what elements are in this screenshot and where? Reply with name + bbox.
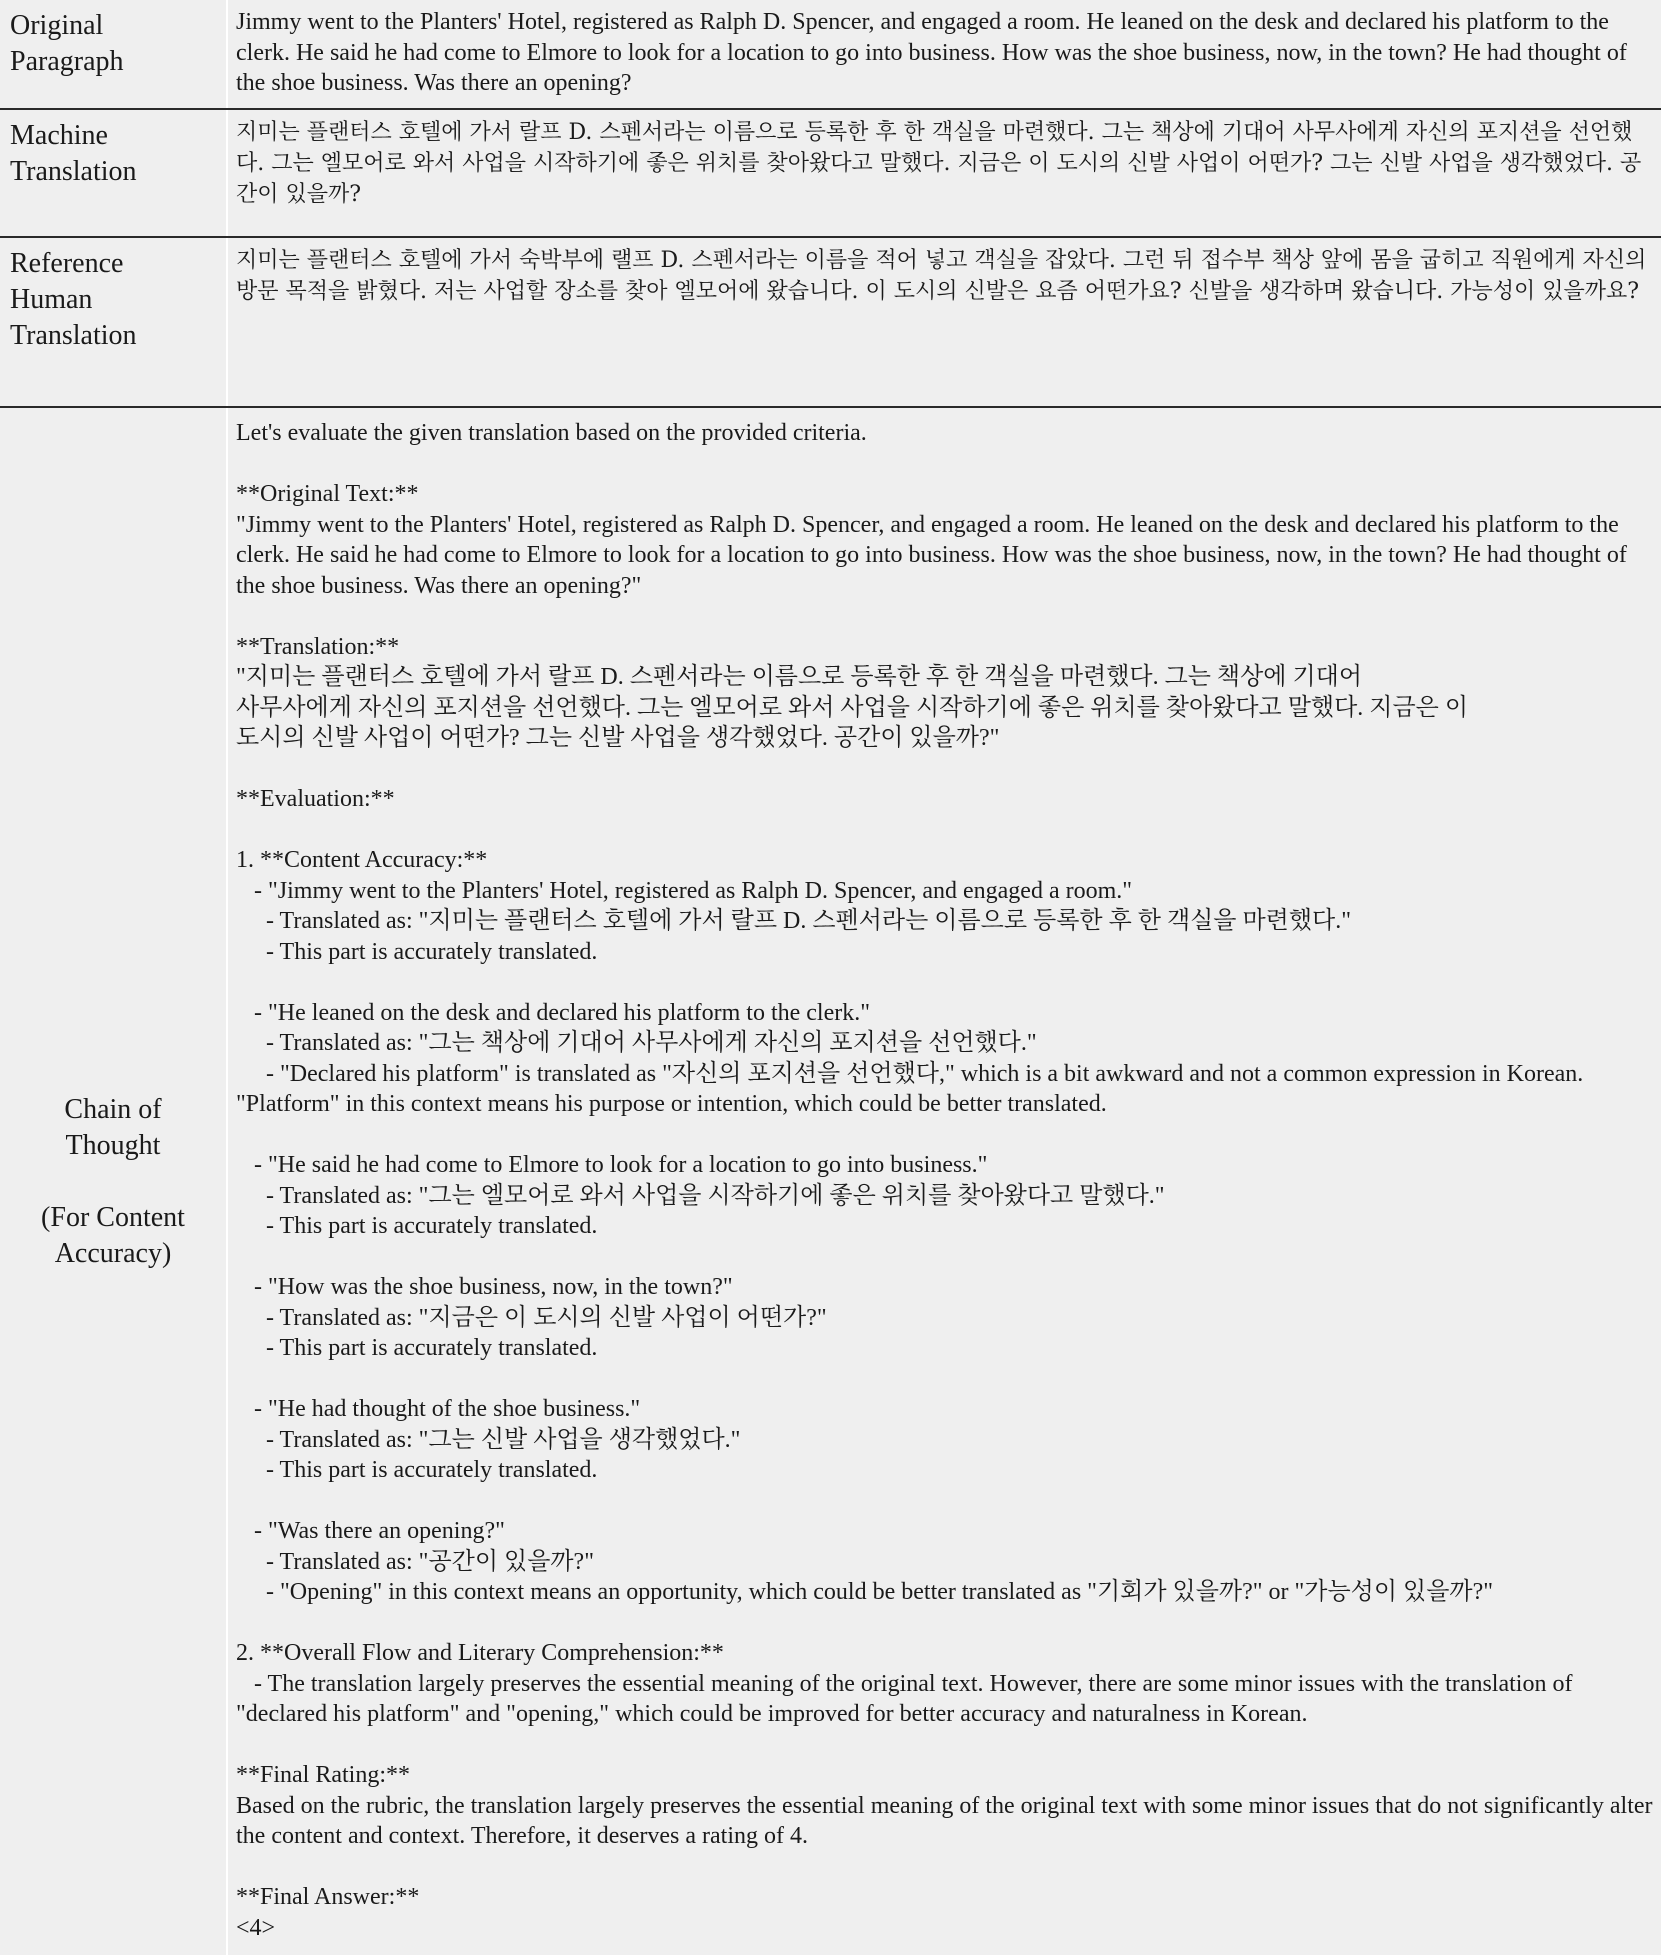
label-machine-translation <box>0 110 226 236</box>
cot-line: - Translated as: "지미는 플랜터스 호텔에 가서 랄프 D. 스펜서라는 이름으로 등록한 후 한 객실을 마련했다." <box>236 908 1352 934</box>
label-line: Thought <box>65 1129 161 1161</box>
cot-line: Let's evaluate the given translation based on the provided criteria. <box>236 420 867 446</box>
cot-line: Based on the rubric, the translation largely preserves the essential meaning of the original text with some minor issues that do not significantly alter the content and context. Therefore, it deserves a rating of 4. <box>236 1792 1659 1849</box>
cot-line <box>236 601 1655 632</box>
cot-line <box>236 815 1655 846</box>
cot-line: <4> <box>236 1914 276 1941</box>
cot-line: **Original Text:** <box>236 481 419 507</box>
cot-line: - "He said he had come to Elmore to look for a location to go into business." <box>236 1152 988 1178</box>
cot-line: - "He had thought of the shoe business." <box>236 1396 641 1422</box>
cot-line: - This part is accurately translated. <box>236 1335 598 1361</box>
cot-line: **Translation:** <box>236 633 400 660</box>
cot-line: 도시의 신발 사업이 어떤가? 그는 신발 사업을 생각했었다. 공간이 있을까?" <box>236 725 1000 751</box>
cot-line <box>236 1730 1655 1761</box>
label-line: Original <box>10 10 104 41</box>
cot-line: **Final Rating:** <box>236 1762 410 1788</box>
cot-line <box>236 1486 1655 1517</box>
label-original-paragraph <box>0 0 226 108</box>
cot-line: "지미는 플랜터스 호텔에 가서 랄프 D. 스펜서라는 이름으로 등록한 후 한 객실을 마련했다. 그는 책상에 기대어 <box>236 664 1363 690</box>
cot-line: 1. **Content Accuracy:** <box>236 847 488 873</box>
chain-of-thought-text <box>228 408 1661 1955</box>
row-original-paragraph <box>0 0 1661 110</box>
cot-line: - Translated as: "지금은 이 도시의 신발 사업이 어떤가?" <box>236 1304 827 1331</box>
cot-line: - "Opening" in this context means an opportunity, which could be better translated as "기회가 있을까?" or "가능성이 있을까?" <box>236 1579 1494 1605</box>
label-line: Human <box>10 284 93 315</box>
row-reference-translation <box>0 238 1661 408</box>
label-line: Reference <box>10 248 124 279</box>
label-line: Paragraph <box>10 46 124 77</box>
label-line: Translation <box>10 156 137 187</box>
label-line: (For Content <box>41 1201 185 1233</box>
original-paragraph-text: Jimmy went to the Planters' Hotel, registered as Ralph D. Spencer, and engaged a room. He leaned on the desk and declared his platform to the clerk. He said he had come to Elmore to look for a location to go into business. How was the shoe business, now, in the town? He had thought of the shoe business. Was there an opening? <box>228 0 1661 108</box>
label-chain-of-thought <box>0 408 226 1955</box>
cot-line: 2. **Overall Flow and Literary Comprehension:** <box>236 1640 724 1666</box>
cot-line: - "Declared his platform" is translated as "자신의 포지션을 선언했다," which is a bit awkward and not a common expression in Korean. "Platform" in this context means his purpose or intention, which could be better translated. <box>236 1060 1590 1117</box>
cot-line: - This part is accurately translated. <box>236 938 598 965</box>
reference-translation-text: 지미는 플랜터스 호텔에 가서 숙박부에 랠프 D. 스펜서라는 이름을 적어 넣고 객실을 잡았다. 그런 뒤 접수부 책상 앞에 몸을 굽히고 직원에게 자신의 방문 목적을 밝혔다. 저는 사업할 장소를 찾아 엘모어에 왔습니다. 이 도시의 신발은 요즘 어떤가요? 신발을 생각하며 왔습니다. 가능성이 있을까요? <box>228 238 1661 406</box>
cot-line <box>236 1608 1655 1639</box>
label-line: Machine <box>10 120 108 151</box>
cot-line: 사무사에게 자신의 포지션을 선언했다. 그는 엘모어로 와서 사업을 시작하기에 좋은 위치를 찾아왔다고 말했다. 지금은 이 <box>236 694 1469 721</box>
row-chain-of-thought <box>0 408 1661 1955</box>
cot-line: - "How was the shoe business, now, in the town?" <box>236 1274 733 1300</box>
cot-line: - "He leaned on the desk and declared his platform to the clerk." <box>236 999 871 1026</box>
label-line: Chain of <box>64 1093 162 1125</box>
cot-line: - Translated as: "그는 책상에 기대어 사무사에게 자신의 포지션을 선언했다." <box>236 1030 1037 1056</box>
label-line: Translation <box>10 320 137 351</box>
row-machine-translation <box>0 110 1661 238</box>
cot-line: - The translation largely preserves the essential meaning of the original text. However, there are some minor issues with the translation of "declared his platform" and "opening," which could be improved for better accuracy and naturalness in Korean. <box>236 1670 1579 1727</box>
cot-line <box>236 1120 1655 1151</box>
cot-line: - Translated as: "공간이 있을까?" <box>236 1548 595 1575</box>
cot-line: - "Was there an opening?" <box>236 1518 505 1544</box>
cot-line <box>236 967 1655 998</box>
cot-line <box>236 1852 1655 1883</box>
cot-line: **Final Answer:** <box>236 1884 420 1910</box>
cot-line: - Translated as: "그는 엘모어로 와서 사업을 시작하기에 좋은 위치를 찾아왔다고 말했다." <box>236 1182 1165 1209</box>
cot-line <box>236 1364 1655 1395</box>
machine-translation-text: 지미는 플랜터스 호텔에 가서 랄프 D. 스펜서라는 이름으로 등록한 후 한 객실을 마련했다. 그는 책상에 기대어 사무사에게 자신의 포지션을 선언했다. 그는 엘모어로 와서 사업을 시작하기에 좋은 위치를 찾아왔다고 말했다. 지금은 이 도시의 신발 사업이 어떤가? 그는 신발 사업을 생각했었다. 공간이 있을까? <box>228 110 1661 236</box>
cot-line <box>236 754 1655 785</box>
cot-line: - "Jimmy went to the Planters' Hotel, registered as Ralph D. Spencer, and engaged a room." <box>236 877 1133 904</box>
cot-line: - This part is accurately translated. <box>236 1213 598 1239</box>
label-reference-translation <box>0 238 226 406</box>
label-line: Accuracy) <box>54 1237 172 1269</box>
cot-line: - This part is accurately translated. <box>236 1457 598 1483</box>
cot-line: "Jimmy went to the Planters' Hotel, registered as Ralph D. Spencer, and engaged a room. He leaned on the desk and declared his platform to the clerk. He said he had come to Elmore to look for a location to go into business. How was the shoe business, now, in the town? He had thought of the shoe business. Was there an opening?" <box>236 511 1633 599</box>
cot-line: - Translated as: "그는 신발 사업을 생각했었다." <box>236 1426 741 1453</box>
cot-line <box>236 449 1655 480</box>
cot-line <box>236 1242 1655 1273</box>
cot-line: **Evaluation:** <box>236 786 395 812</box>
